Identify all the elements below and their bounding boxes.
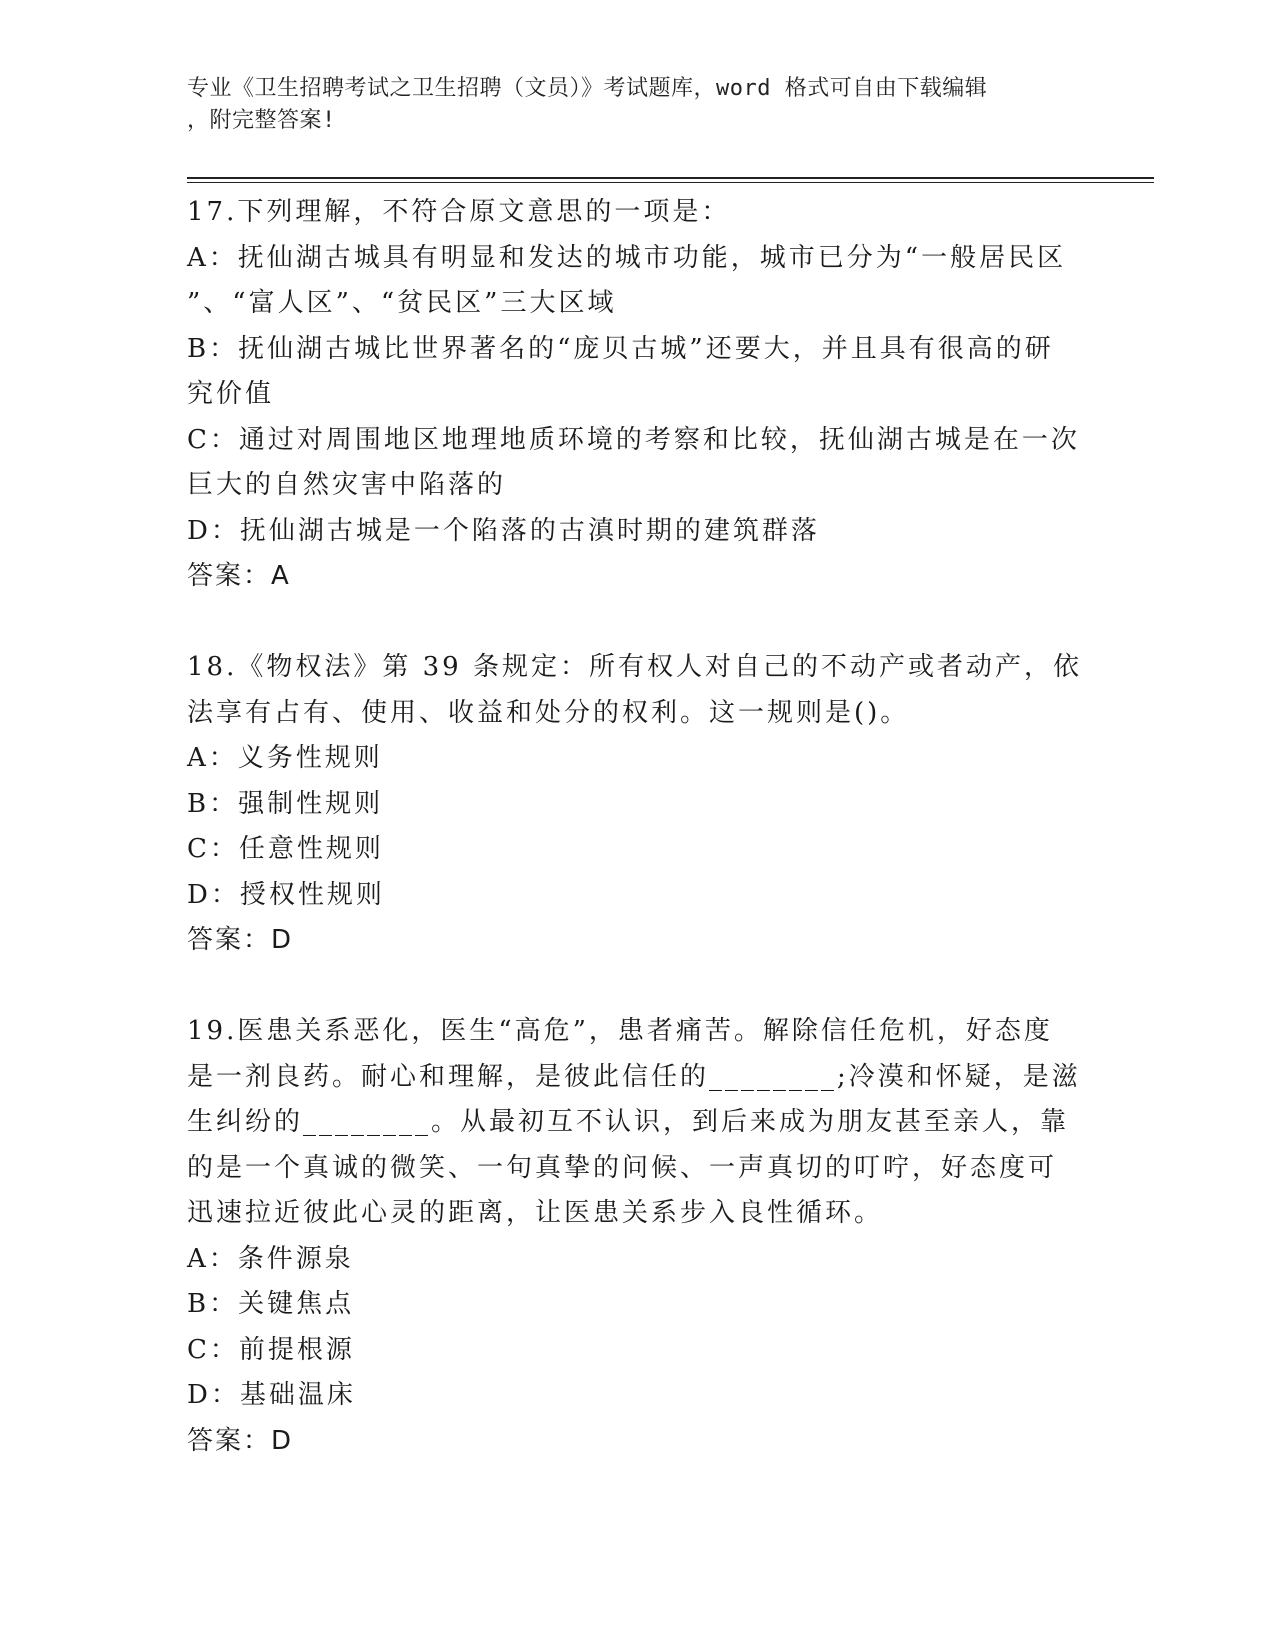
answer-label: 答案：A [187,561,291,591]
question-18 [187,645,1087,964]
option-line: 巨大的自然灾害中陷落的 [187,470,507,500]
question-stem-line: 的是一个真诚的微笑、一句真挚的问候、一声真切的叮咛，好态度可 [187,1152,1058,1183]
question-19 [187,1009,1087,1464]
question-17 [187,190,1087,600]
option-line: B：抚仙湖古城比世界著名的“庞贝古城”还要大，并且具有很高的研 [187,333,1054,364]
question-stem-line: 是一剂良药。耐心和理解，是彼此信任的________;冷漠和怀疑，是滋 [187,1061,1081,1092]
question-stem-line: 迅速拉近彼此心灵的距离，让医患关系步入良性循环。 [187,1198,884,1228]
option-line: 究价值 [187,379,275,409]
option-b [187,327,1087,418]
option-b: B：强制性规则 [187,788,384,819]
option-line: ”、“富人区”、“贫民区”三大区域 [187,288,617,318]
option-d: D：基础温床 [187,1380,356,1410]
spacer [187,600,1087,646]
option-a: A：条件源泉 [187,1243,354,1274]
question-stem-line: 18.《物权法》第 39 条规定：所有权人对自己的不动产或者动产，依 [187,652,1082,682]
option-d [187,509,1087,555]
question-stem-line: 法享有占有、使用、收益和处分的权利。这一规则是()。 [187,697,910,728]
header-line-1: 专业《卫生招聘考试之卫生招聘（文员）》考试题库，word 格式可自由下载编辑 [187,76,988,101]
spacer [187,964,1087,1010]
answer-label: 答案：D [187,925,294,955]
question-stem-line: 生纠纷的________。从最初互不认识，到后来成为朋友甚至亲人，靠 [187,1107,1070,1137]
question-stem-line: 19.医患关系恶化，医生“高危”，患者痛苦。解除信任危机，好态度 [187,1016,1053,1046]
option-c: C：任意性规则 [187,834,384,864]
document-header [187,73,1067,137]
answer-label: 答案：D [187,1425,294,1456]
option-line: C：通过对周围地区地理地质环境的考察和比较，抚仙湖古城是在一次 [187,424,1080,455]
header-divider-thin [187,182,1154,183]
option-c: C：前提根源 [187,1334,355,1365]
question-list [187,190,1087,1464]
header-divider-thick [187,177,1154,179]
option-a [187,236,1087,327]
option-a: A：义务性规则 [187,743,383,773]
question-stem-line: 17.下列理解，不符合原文意思的一项是： [187,197,731,227]
option-b: B：关键焦点 [187,1289,355,1319]
option-d: D：授权性规则 [187,879,385,910]
option-line: A：抚仙湖古城具有明显和发达的城市功能，城市已分为“一般居民区 [187,242,1067,273]
header-line-2: ，附完整答案! [187,108,336,133]
option-line: D：抚仙湖古城是一个陷落的古滇时期的建筑群落 [187,515,820,546]
option-c [187,418,1087,509]
